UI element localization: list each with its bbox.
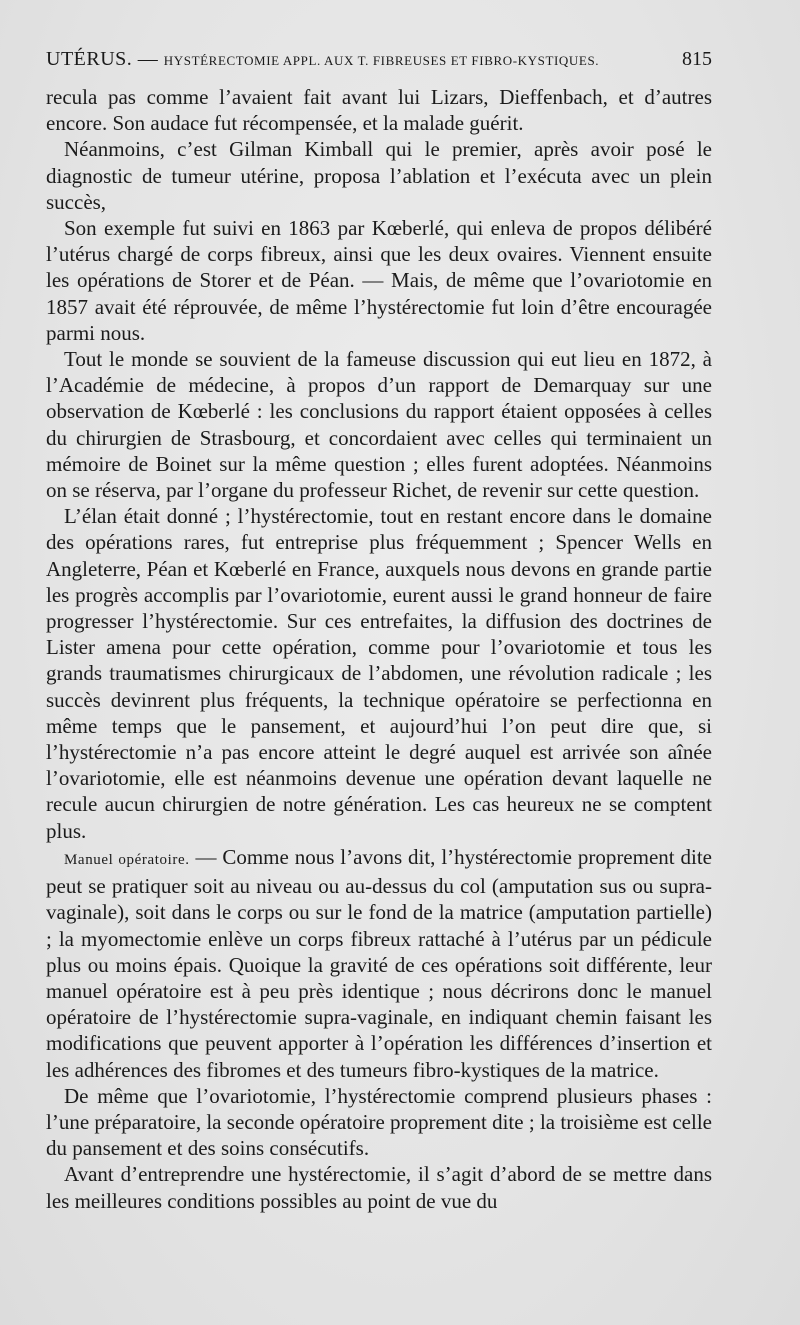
paragraph-6-text: — Comme nous l’avons dit, l’hystérectomie proprement dite peut se pratiquer soit au niveau ou au-dessus du col (amputation sus ou supra-vaginale), soit dans le corps ou sur le fond de la matrice (amputation partielle) ; la myomectomie enlève un corps fibreux rattaché à l’utérus par un pédicule plus ou moins épais. Quoique la gravité de ces opérations soit différente, leur manuel opératoire est à peu près identique ; nous décrirons donc le manuel opératoire de l’hystérectomie supra-vaginale, en indiquant chemin faisant les modifications que peuvent apporter à l’opération les différences d’insertion et les adhérences des fibromes et des tumeurs fibro-kystiques de la matrice.: [46, 844, 712, 1082]
header-dash: —: [137, 48, 159, 70]
running-header: [46, 48, 712, 71]
body-text: [46, 84, 712, 1214]
paragraph-4: Tout le monde se souvient de la fameuse discussion qui eut lieu en 1872, à l’Académie de médecine, à propos d’un rapport de Demarquay sur une observation de Kœberlé : les conclusions du rapport étaient opposées à celles du chirurgien de Strasbourg, et concordaient avec celles qui terminaient un mémoire de Boinet sur la même question ; elles furent adoptées. Néanmoins on se réserva, par l’organe du professeur Richet, de revenir sur cette question.: [46, 347, 712, 503]
header-title-sub: HYSTÉRECTOMIE APPL. AUX T. FIBREUSES ET FIBRO-KYSTIQUES.: [163, 53, 600, 68]
paragraph-2: Néanmoins, c’est Gilman Kimball qui le premier, après avoir posé le diagnostic de tumeur utérine, proposa l’ablation et l’exécuta avec un plein succès,: [46, 137, 712, 214]
paragraph-1: recula pas comme l’avaient fait avant lui Lizars, Dieffenbach, et d’autres encore. Son audace fut récompensée, et la malade guérit.: [46, 85, 712, 136]
paragraph-7: De même que l’ovariotomie, l’hystérectomie comprend plusieurs phases : l’une préparatoire, la seconde opératoire proprement dite ; la troisième est celle du pansement et des soins consécutifs.: [46, 1083, 712, 1161]
section-heading: Manuel opératoire.: [64, 851, 190, 868]
paragraph-3: Son exemple fut suivi en 1863 par Kœberlé, qui enleva de propos délibéré l’utérus chargé de corps fibreux, ainsi que les deux ovaires. Viennent ensuite les opérations de Storer et de Péan. — Mais, de même que l’ovariotomie en 1857 avait été réprouvée, de même l’hystérectomie fut loin d’être encouragée parmi nous.: [46, 216, 712, 345]
paragraph-5: L’élan était donné ; l’hystérectomie, tout en restant encore dans le domaine des opérations rares, fut entreprise plus fréquemment ; Spencer Wells en Angleterre, Péan et Kœberlé en France, auxquels nous devons en grande partie les progrès accomplis par l’ovariotomie, eurent aussi le grand honneur de faire progresser l’hystérectomie. Sur ces entrefaites, la diffusion des doctrines de Lister amena pour cette opération, comme pour l’ovariotomie et tous les grands traumatismes chirurgicaux de l’abdomen, une révolution radicale ; les succès devinrent plus fréquents, la technique opératoire se perfectionna en même temps que le pansement, et aujourd’hui l’on peut dire que, si l’hystérectomie n’a pas encore atteint le degré auquel est arrivée son aînée l’ovariotomie, elle est néanmoins devenue une opération devant laquelle ne recule aucun chirurgien de notre génération. Les cas heureux ne se comptent plus.: [46, 504, 712, 843]
header-title-main: UTÉRUS.: [46, 48, 133, 70]
page-number: 815: [682, 48, 712, 70]
paragraph-6: [46, 844, 712, 1083]
header-title: [46, 48, 599, 71]
paragraph-8: Avant d’entreprendre une hystérectomie, il s’agit d’abord de se mettre dans les meilleures conditions possibles au point de vue du: [46, 1162, 712, 1213]
